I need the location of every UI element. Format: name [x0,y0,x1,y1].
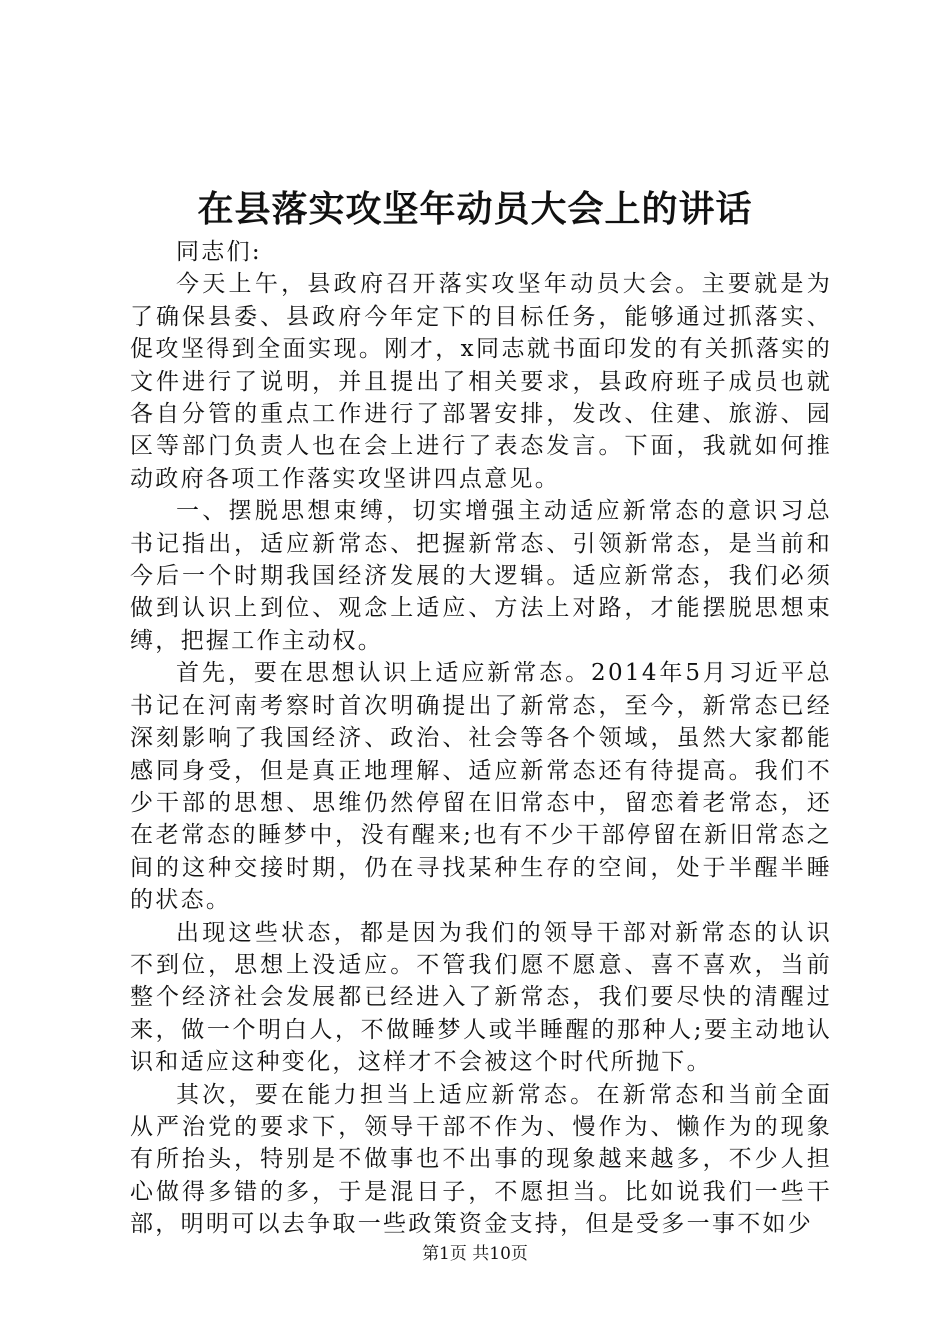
body-paragraph: 出现这些状态，都是因为我们的领导干部对新常态的认识不到位，思想上没适应。不管我们愿不愿意、喜不喜欢，当前整个经济社会发展都已经进入了新常态，我们要尽快的清醒过来，做一个明白人，不做睡梦人或半睡醒的那种人;要主动地认识和适应这种变化，这样才不会被这个时代所抛下。 [130,919,832,1076]
body-paragraph: 今天上午，县政府召开落实攻坚年动员大会。主要就是为了确保县委、县政府今年定下的目标任务，能够通过抓落实、促攻坚得到全面实现。刚才，x同志就书面印发的有关抓落实的文件进行了说明，并且提出了相关要求，县政府班子成员也就各自分管的重点工作进行了部署安排，发改、住建、旅游、园区等部门负责人也在会上进行了表态发言。下面，我就如何推动政府各项工作落实攻坚讲四点意见。 [130,271,832,492]
document-title: 在县落实攻坚年动员大会上的讲话 [197,188,753,230]
salutation-paragraph: 同志们: [176,239,262,265]
body-paragraph: 其次，要在能力担当上适应新常态。在新常态和当前全面从严治党的要求下，领导干部不作为、慢作为、懒作为的现象有所抬头，特别是不做事也不出事的现象越来越多，不少人担心做得多错的多，于是混日子，不愿担当。比如说我们一些干部，明明可以去争取一些政策资金支持，但是受多一事不如少 [130,1081,832,1238]
body-paragraph: 首先，要在思想认识上适应新常态。2014年5月习近平总书记在河南考察时首次明确提出了新常态，至今，新常态已经深刻影响了我国经济、政治、社会等各个领域，虽然大家都能感同身受，但是真正地理解、适应新常态还有待提高。我们不少干部的思想、思维仍然停留在旧常态中，留恋着老常态，还在老常态的睡梦中，没有醒来;也有不少干部停留在新旧常态之间的这种交接时期，仍在寻找某种生存的空间，处于半醒半睡的状态。 [130,660,832,914]
document-body [130,236,832,1241]
body-paragraph: 一、摆脱思想束缚，切实增强主动适应新常态的意识习总书记指出，适应新常态、把握新常态、引领新常态，是当前和今后一个时期我国经济发展的大逻辑。适应新常态，我们必须做到认识上到位、观念上适应、方法上对路，才能摆脱思想束缚，把握工作主动权。 [130,498,832,654]
page-number-footer: 第1页 共10页 [422,1244,528,1264]
